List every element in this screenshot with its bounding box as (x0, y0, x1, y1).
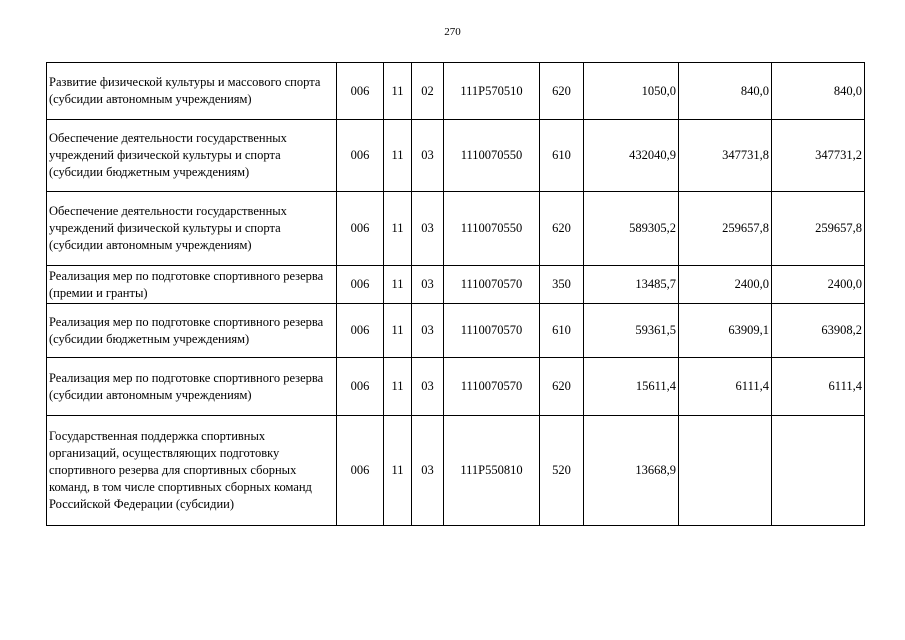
subsection-code: 02 (412, 63, 444, 120)
sum-3: 259657,8 (772, 192, 865, 266)
sum-1: 13485,7 (584, 266, 679, 304)
table-row (47, 192, 865, 266)
target-article: 1110070570 (444, 266, 540, 304)
subsection-code: 03 (412, 266, 444, 304)
expense-type: 620 (540, 192, 584, 266)
sum-3 (772, 416, 865, 526)
target-article: 1110070550 (444, 120, 540, 192)
sum-1: 1050,0 (584, 63, 679, 120)
sum-2: 63909,1 (679, 304, 772, 358)
table-row (47, 416, 865, 526)
subsection-code: 03 (412, 120, 444, 192)
section-code: 11 (384, 358, 412, 416)
subsection-code: 03 (412, 416, 444, 526)
table-row (47, 266, 865, 304)
sum-3: 840,0 (772, 63, 865, 120)
section-code: 11 (384, 63, 412, 120)
subsection-code: 03 (412, 358, 444, 416)
row-name: Развитие физической культуры и массового спорта (субсидии автономным учреждениям) (47, 63, 337, 120)
section-code: 11 (384, 304, 412, 358)
target-article: 1110070550 (444, 192, 540, 266)
target-article: 1110070570 (444, 358, 540, 416)
sum-3: 63908,2 (772, 304, 865, 358)
ministry-code: 006 (337, 192, 384, 266)
sum-1: 13668,9 (584, 416, 679, 526)
sum-2: 6111,4 (679, 358, 772, 416)
ministry-code: 006 (337, 416, 384, 526)
sum-1: 432040,9 (584, 120, 679, 192)
sum-2: 840,0 (679, 63, 772, 120)
target-article: 111Р550810 (444, 416, 540, 526)
expense-type: 620 (540, 358, 584, 416)
row-name: Обеспечение деятельности государственных учреждений физической культуры и спорта (субсидии бюджетным учреждениям) (47, 120, 337, 192)
page-number: 270 (444, 26, 461, 38)
sum-3: 347731,2 (772, 120, 865, 192)
subsection-code: 03 (412, 304, 444, 358)
table-row (47, 358, 865, 416)
sum-1: 15611,4 (584, 358, 679, 416)
table-row (47, 304, 865, 358)
row-name: Обеспечение деятельности государственных учреждений физической культуры и спорта (субсидии автономным учреждениям) (47, 192, 337, 266)
table-row (47, 120, 865, 192)
section-code: 11 (384, 192, 412, 266)
expense-type: 620 (540, 63, 584, 120)
ministry-code: 006 (337, 120, 384, 192)
target-article: 1110070570 (444, 304, 540, 358)
ministry-code: 006 (337, 266, 384, 304)
row-name: Реализация мер по подготовке спортивного резерва (субсидии автономным учреждениям) (47, 358, 337, 416)
sum-2: 347731,8 (679, 120, 772, 192)
row-name: Реализация мер по подготовке спортивного резерва (премии и гранты) (47, 266, 337, 304)
ministry-code: 006 (337, 304, 384, 358)
row-name: Государственная поддержка спортивных организаций, осуществляющих подготовку спортивного резерва для спортивных сборных команд, в том числе спортивных сборных команд Российской Федерации (субсидии) (47, 416, 337, 526)
sum-3: 6111,4 (772, 358, 865, 416)
expense-type: 610 (540, 304, 584, 358)
section-code: 11 (384, 120, 412, 192)
table-row (47, 63, 865, 120)
expense-type: 350 (540, 266, 584, 304)
expense-type: 610 (540, 120, 584, 192)
expense-type: 520 (540, 416, 584, 526)
subsection-code: 03 (412, 192, 444, 266)
section-code: 11 (384, 416, 412, 526)
ministry-code: 006 (337, 63, 384, 120)
sum-2: 259657,8 (679, 192, 772, 266)
budget-table (46, 62, 865, 526)
target-article: 111Р570510 (444, 63, 540, 120)
sum-1: 59361,5 (584, 304, 679, 358)
sum-3: 2400,0 (772, 266, 865, 304)
sum-2: 2400,0 (679, 266, 772, 304)
row-name: Реализация мер по подготовке спортивного резерва (субсидии бюджетным учреждениям) (47, 304, 337, 358)
sum-2 (679, 416, 772, 526)
sum-1: 589305,2 (584, 192, 679, 266)
ministry-code: 006 (337, 358, 384, 416)
section-code: 11 (384, 266, 412, 304)
